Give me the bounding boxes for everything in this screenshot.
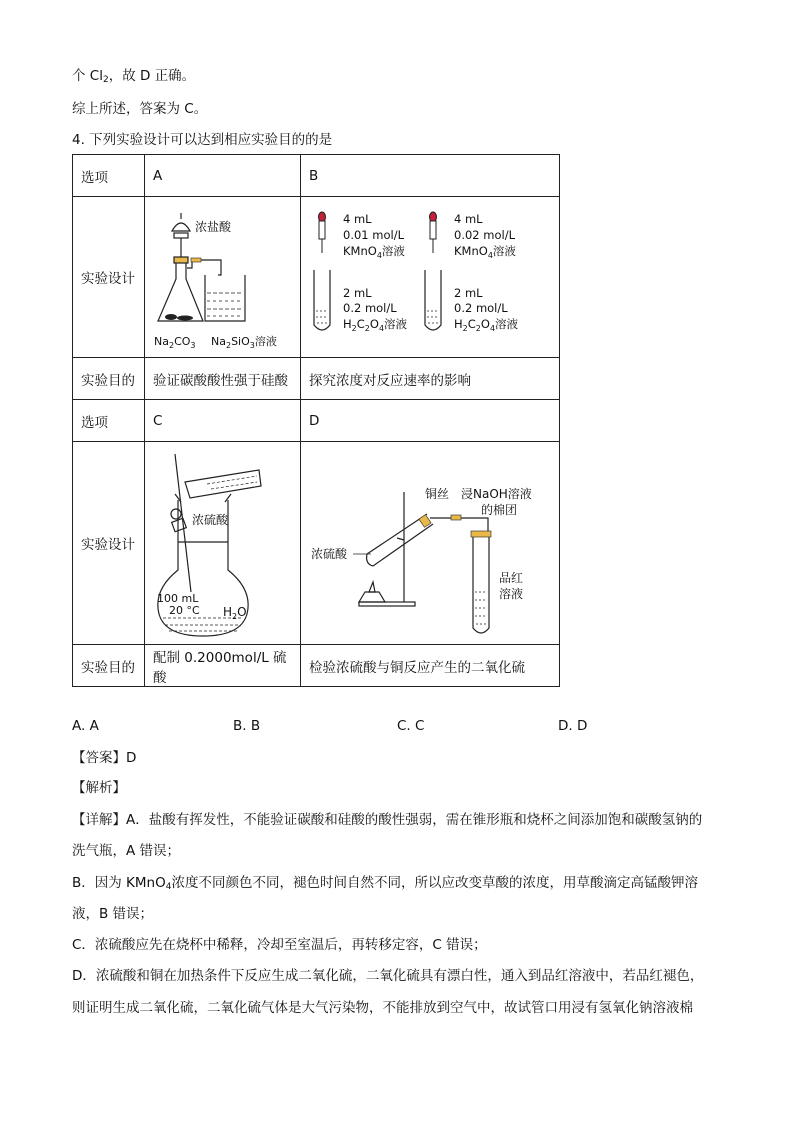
table-row: [73, 197, 560, 358]
d-dye-label-1: 品红: [499, 571, 524, 585]
prev-solution-line-2: 综上所述，答案为 C。: [72, 101, 208, 117]
b-left-volume: 4 mL: [343, 212, 372, 226]
d-cotton-label-1: 浸NaOH溶液: [461, 487, 532, 501]
figure-c-apparatus: [145, 442, 300, 640]
purpose-a: 验证碳酸酸性强于硅酸: [145, 358, 301, 400]
experiment-table: [72, 154, 560, 687]
d-cotton-label-2: 的棉团: [481, 503, 518, 517]
figure-d-cell: [301, 442, 560, 645]
figure-b-cell: [301, 197, 560, 358]
purpose-c: 配制 0.2000mol/L 硫酸: [145, 645, 301, 687]
b-left-oxalic-conc: 0.2 mol/L: [343, 301, 397, 315]
d-copper-label: 铜丝: [425, 487, 450, 501]
d-acid-label: 浓硫酸: [311, 547, 348, 561]
b-left-reagent: KMnO$_4$溶液: [343, 244, 405, 260]
row-label: 选项: [73, 155, 145, 197]
subscript: 4: [165, 882, 172, 892]
b-right-oxalic-volume: 2 mL: [454, 286, 483, 300]
answer: 【答案】D: [72, 750, 137, 766]
figure-d-apparatus: [301, 442, 559, 640]
option-b-label: B: [301, 155, 560, 197]
subscript: 2: [102, 75, 109, 85]
c-acid-label: 浓硫酸: [192, 513, 229, 527]
option-c: C. C: [397, 718, 425, 734]
prev-solution-line-1: [72, 67, 195, 89]
prev-text: 个 Cl: [72, 68, 103, 84]
figure-a-cell: [145, 197, 301, 358]
table-row: [73, 645, 560, 687]
detail-line-1: 【详解】A．盐酸有挥发性，不能验证碳酸和硅酸的酸性强弱，需在锥形瓶和烧杯之间添加饱和碳酸氢钠的: [72, 812, 703, 828]
figure-c-cell: [145, 442, 301, 645]
d-dye-label-2: 溶液: [499, 587, 524, 601]
option-a-label: A: [145, 155, 301, 197]
purpose-b: 探究浓度对反应速率的影响: [301, 358, 560, 400]
b-right-volume: 4 mL: [454, 212, 483, 226]
purpose-d: 检验浓硫酸与铜反应产生的二氧化硫: [301, 645, 560, 687]
c-volume-label: 100 mL: [157, 592, 199, 605]
figure-a-apparatus: [145, 197, 300, 353]
hcl-label: 浓盐酸: [195, 220, 232, 234]
detail-line-3: [72, 874, 698, 896]
detail-line-4: 液，B 错误；: [72, 906, 154, 922]
option-d: D. D: [558, 718, 588, 734]
row-label: 实验设计: [73, 197, 145, 358]
prev-text: ，故 D 正确。: [108, 68, 196, 84]
b-right-oxalic-reagent: $H_2C_2O_4$溶液: [454, 317, 519, 333]
b-left-oxalic-reagent: $H_2C_2O_4$溶液: [343, 317, 408, 333]
row-label: 实验目的: [73, 358, 145, 400]
detail-line-6: D．浓硫酸和铜在加热条件下反应生成二氧化硫，二氧化硫具有漂白性，通入到品红溶液中，若品红褪色，: [72, 968, 704, 984]
table-row: [73, 358, 560, 400]
na2sio3-label: $Na_2SiO_3$溶液: [211, 335, 277, 350]
table-row: [73, 442, 560, 645]
question-stem: 4. 下列实验设计可以达到相应实验目的的是: [72, 132, 333, 148]
b-right-conc: 0.02 mol/L: [454, 228, 515, 242]
detail-line-5: C．浓硫酸应先在烧杯中稀释，冷却至室温后，再转移定容，C 错误；: [72, 937, 487, 953]
b-left-oxalic-volume: 2 mL: [343, 286, 372, 300]
table-row: [73, 400, 560, 442]
analysis-title: 【解析】: [72, 780, 126, 796]
row-label: 选项: [73, 400, 145, 442]
figure-b-apparatus: [301, 197, 559, 353]
row-label: 实验目的: [73, 645, 145, 687]
option-d-label: D: [301, 400, 560, 442]
row-label: 实验设计: [73, 442, 145, 645]
detail-text: 浓度不同颜色不同，褪色时间自然不同，所以应改变草酸的浓度，用草酸滴定高锰酸钾溶: [171, 875, 698, 891]
option-b: B. B: [233, 718, 261, 734]
b-left-conc: 0.01 mol/L: [343, 228, 404, 242]
c-temp-label: 20 °C: [169, 604, 200, 617]
detail-line-7: 则证明生成二氧化硫，二氧化硫气体是大气污染物，不能排放到空气中，故试管口用浸有氢氧化钠溶液棉: [72, 1000, 693, 1016]
b-right-oxalic-conc: 0.2 mol/L: [454, 301, 508, 315]
option-c-label: C: [145, 400, 301, 442]
na2co3-label: $Na_2CO_3$: [154, 335, 196, 350]
detail-line-2: 洗气瓶，A 错误；: [72, 843, 181, 859]
c-water-label: $H_2O$: [223, 605, 247, 621]
table-row: [73, 155, 560, 197]
option-a: A. A: [72, 718, 99, 734]
b-right-reagent: KMnO$_4$溶液: [454, 244, 516, 260]
answer-options: [72, 718, 612, 736]
detail-text: B．因为 KMnO: [72, 875, 166, 891]
